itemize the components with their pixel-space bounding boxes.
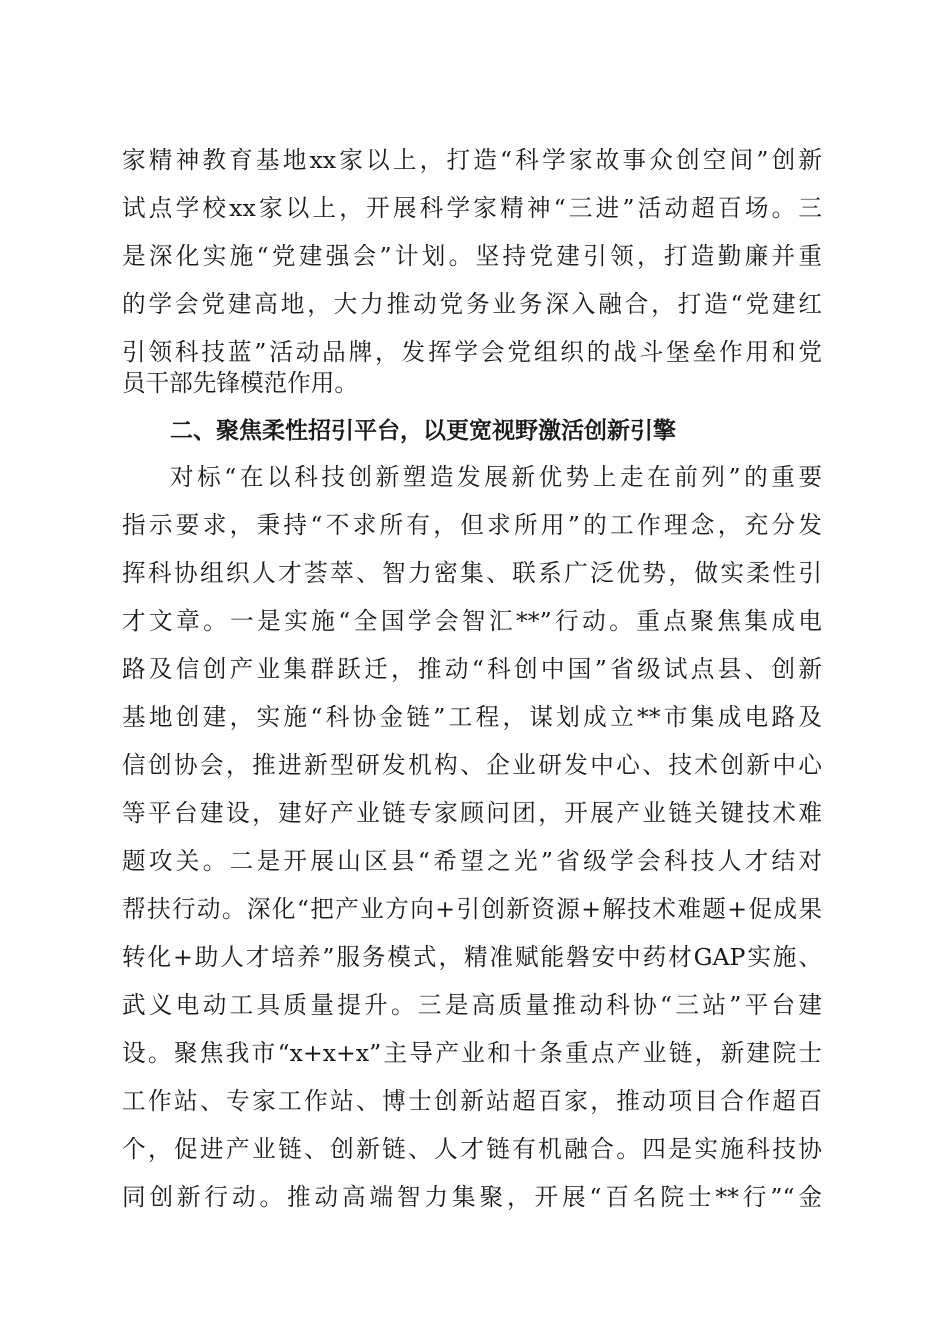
text-line: 试点学校xx家以上，开展科学家精神“三进”活动超百场。三 bbox=[122, 194, 822, 222]
text-line: 指示要求，秉持“不求所有，但求所用”的工作理念，充分发 bbox=[122, 511, 822, 539]
text-line: 引领科技蓝”活动品牌，发挥学会党组织的战斗堡垒作用和党 bbox=[122, 338, 822, 366]
text-line: 同创新行动。推动高端智力集聚，开展“百名院士**行”“金 bbox=[122, 1183, 822, 1211]
text-line: 武义电动工具质量提升。三是高质量推动科协“三站”平台建 bbox=[122, 991, 822, 1019]
text-line: 等平台建设，建好产业链专家顾问团，开展产业链关键技术难 bbox=[122, 799, 822, 827]
text-line: 设。聚焦我市“x+x+x”主导产业和十条重点产业链，新建院士 bbox=[122, 1039, 822, 1067]
section-heading: 二、聚焦柔性招引平台，以更宽视野激活创新引擎 bbox=[170, 418, 676, 444]
text-line: 路及信创产业集群跃迁，推动“科创中国”省级试点县、创新 bbox=[122, 655, 822, 683]
text-line: 工作站、专家工作站、博士创新站超百家，推动项目合作超百 bbox=[122, 1087, 822, 1115]
text-line: 基地创建，实施“科协金链”工程，谋划成立**市集成电路及 bbox=[122, 703, 822, 731]
text-line: 帮扶行动。深化“把产业方向+引创新资源+解技术难题+促成果 bbox=[122, 895, 822, 923]
text-line: 题攻关。二是开展山区县“希望之光”省级学会科技人才结对 bbox=[122, 847, 822, 875]
text-line: 信创协会，推进新型研发机构、企业研发中心、技术创新中心 bbox=[122, 751, 822, 779]
text-line: 家精神教育基地xx家以上，打造“科学家故事众创空间”创新 bbox=[122, 146, 822, 174]
text-line: 员干部先锋模范作用。 bbox=[122, 369, 358, 397]
text-line: 转化+助人才培养”服务模式，精准赋能磐安中药材GAP实施、 bbox=[122, 943, 822, 971]
text-line: 是深化实施“党建强会”计划。坚持党建引领，打造勤廉并重 bbox=[122, 242, 822, 270]
text-line: 对标“在以科技创新塑造发展新优势上走在前列”的重要 bbox=[170, 463, 822, 491]
text-line: 才文章。一是实施“全国学会智汇**”行动。重点聚焦集成电 bbox=[122, 607, 822, 635]
text-line: 挥科协组织人才荟萃、智力密集、联系广泛优势，做实柔性引 bbox=[122, 559, 822, 587]
text-line: 个，促进产业链、创新链、人才链有机融合。四是实施科技协 bbox=[122, 1135, 822, 1163]
text-line: 的学会党建高地，大力推动党务业务深入融合，打造“党建红 bbox=[122, 290, 822, 318]
